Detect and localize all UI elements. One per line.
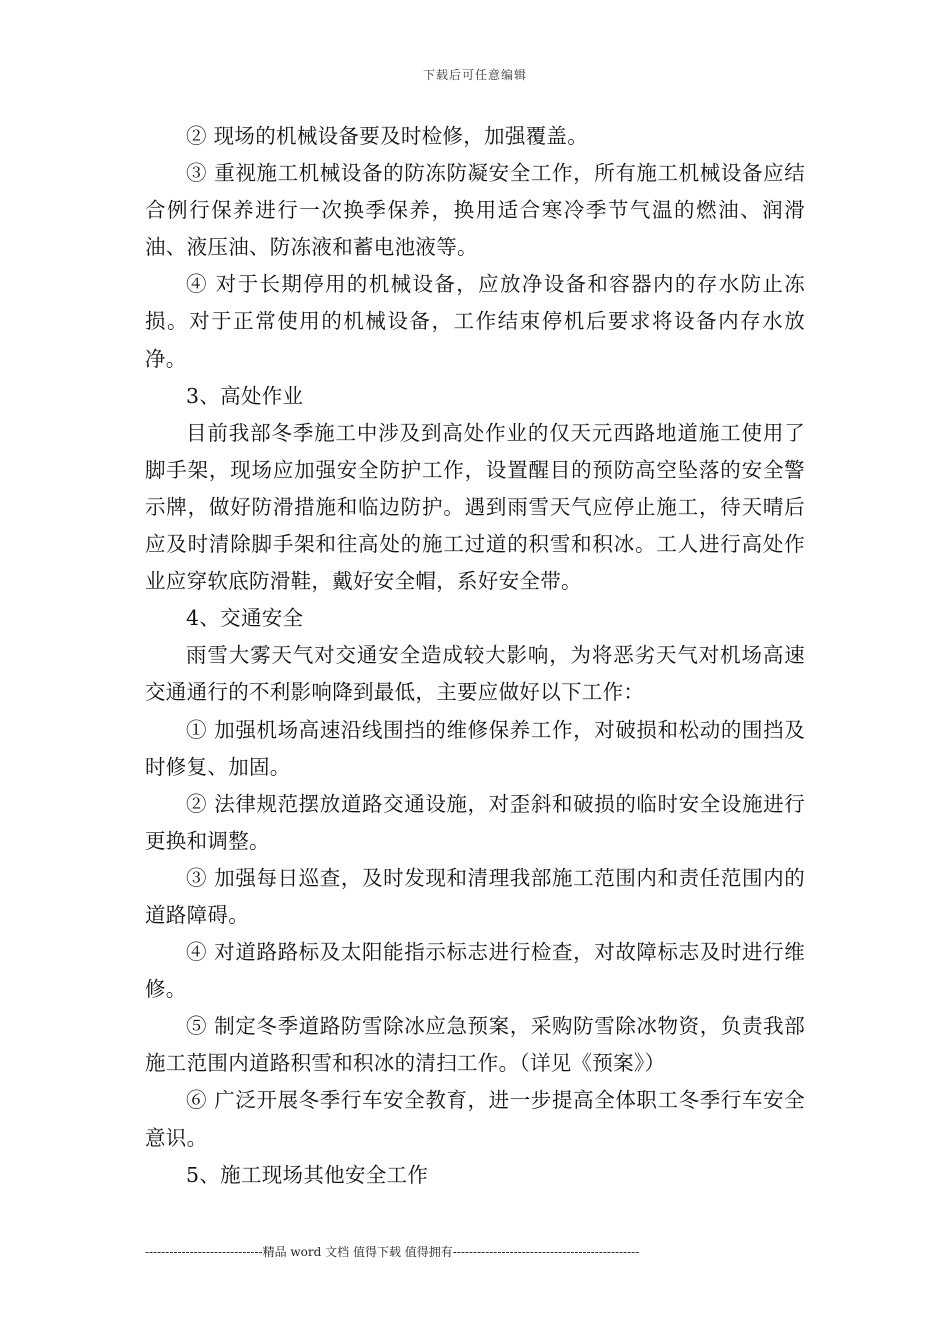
section-heading-other-site-safety: 5、施工现场其他安全工作 — [186, 1162, 429, 1187]
paragraph-traffic-item-4: ④ 对道路路标及太阳能指示标志进行检查，对故障标志及时进行维修。 — [145, 940, 805, 1002]
paragraph-item-2-maintenance: ② 现场的机械设备要及时检修，加强覆盖。 — [186, 124, 589, 148]
section-heading-traffic-safety: 4、交通安全 — [186, 606, 304, 631]
paragraph-high-altitude-work: 目前我部冬季施工中涉及到高处作业的仅天元西路地道施工使用了脚手架，现场应加强安全防护工作，设置醒目的预防高空坠落的安全警示牌，做好防滑措施和临边防护。遇到雨雪天气应停止施工，待天晴后应及时清除脚手架和往高处的施工过道的积雪和积冰。工人进行高处作业应穿软底防滑鞋，戴好安全帽，系好安全带。 — [145, 420, 805, 594]
page-footer: -----------------------------精品 word 文档 值得下载 值得拥有---------------------------------------------- — [145, 1245, 640, 1259]
paragraph-traffic-item-5: ⑤ 制定冬季道路防雪除冰应急预案，采购防雪除冰物资，负责我部施工范围内道路积雪和积冰的清扫工作。（详见《预案》） — [145, 1014, 805, 1076]
document-body — [145, 118, 805, 1194]
paragraph-traffic-item-6: ⑥ 广泛开展冬季行车安全教育，进一步提高全体职工冬季行车安全意识。 — [145, 1088, 805, 1150]
paragraph-item-4-drain-water: ④ 对于长期停用的机械设备，应放净设备和容器内的存水防止冻损。对于正常使用的机械设备，工作结束停机后要求将设备内存水放净。 — [145, 272, 805, 371]
paragraph-traffic-item-1: ① 加强机场高速沿线围挡的维修保养工作，对破损和松动的围挡及时修复、加固。 — [145, 717, 805, 779]
paragraph-item-3-antifreeze: ③ 重视施工机械设备的防冻防凝安全工作，所有施工机械设备应结合例行保养进行一次换季保养，换用适合寒冷季节气温的燃油、润滑油、液压油、防冻液和蓄电池液等。 — [145, 161, 805, 260]
page-header: 下载后可任意编辑 — [422, 68, 527, 82]
section-heading-high-altitude-work: 3、高处作业 — [186, 383, 304, 408]
paragraph-traffic-item-3: ③ 加强每日巡查，及时发现和清理我部施工范围内和责任范围内的道路障碍。 — [145, 865, 805, 927]
paragraph-traffic-item-2: ② 法律规范摆放道路交通设施，对歪斜和破损的临时安全设施进行更换和调整。 — [145, 791, 805, 853]
paragraph-traffic-safety-intro: 雨雪大雾天气对交通安全造成较大影响，为将恶劣天气对机场高速交通通行的不利影响降到最低，主要应做好以下工作： — [145, 643, 805, 705]
